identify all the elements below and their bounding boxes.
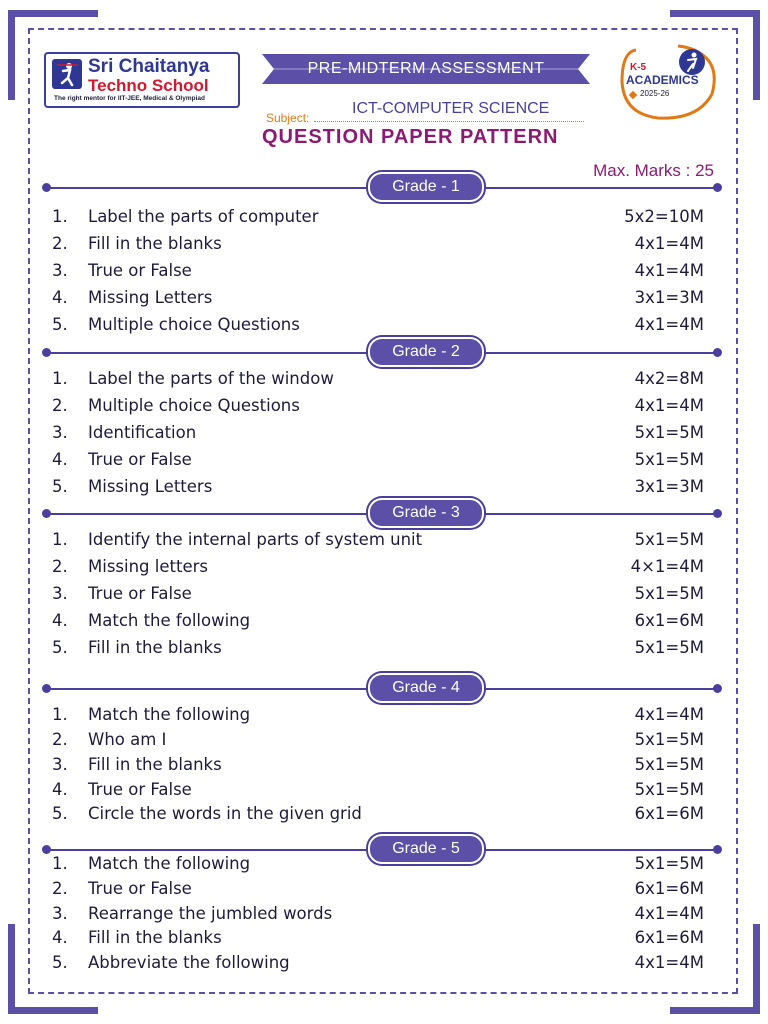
question-type: Fill in the blanks <box>88 638 222 657</box>
assessment-banner <box>262 54 590 84</box>
question-marks: 4x1=4M <box>634 234 704 253</box>
question-marks: 4x1=4M <box>634 904 704 923</box>
divider-dot-icon <box>42 684 51 693</box>
question-row <box>0 705 768 727</box>
question-marks: 6x1=6M <box>634 879 704 898</box>
question-row <box>0 854 768 876</box>
divider-dot-icon <box>42 348 51 357</box>
question-marks: 4x1=4M <box>634 953 704 972</box>
question-row <box>0 755 768 777</box>
question-marks: 5x1=5M <box>634 638 704 657</box>
question-number: 2. <box>52 396 68 415</box>
question-marks: 4x1=4M <box>634 705 704 724</box>
question-row <box>0 557 768 579</box>
question-marks: 3x1=3M <box>634 288 704 307</box>
grade-heading: Grade - 1 <box>368 172 484 202</box>
question-number: 1. <box>52 705 68 724</box>
question-row <box>0 730 768 752</box>
grade-heading: Grade - 2 <box>368 337 484 367</box>
question-row <box>0 928 768 950</box>
question-number: 3. <box>52 755 68 774</box>
question-number: 5. <box>52 477 68 496</box>
question-marks: 4×1=4M <box>630 557 704 576</box>
question-type: Missing Letters <box>88 477 213 496</box>
question-row <box>0 879 768 901</box>
question-row <box>0 953 768 975</box>
question-number: 3. <box>52 423 68 442</box>
grade-divider <box>46 178 718 195</box>
question-marks: 5x1=5M <box>634 854 704 873</box>
question-type: Abbreviate the following <box>88 953 290 972</box>
corner-accent-top-left <box>8 10 15 100</box>
grade-divider <box>46 840 718 857</box>
question-number: 2. <box>52 234 68 253</box>
divider-dot-icon <box>713 684 722 693</box>
grade-divider <box>46 504 718 521</box>
question-type: Multiple choice Questions <box>88 396 300 415</box>
grade-heading: Grade - 5 <box>368 834 484 864</box>
question-number: 5. <box>52 315 68 334</box>
question-marks: 5x1=5M <box>634 450 704 469</box>
divider-dot-icon <box>713 509 722 518</box>
divider-dot-icon <box>42 183 51 192</box>
question-marks: 5x1=5M <box>634 584 704 603</box>
grade-divider <box>46 679 718 696</box>
question-number: 4. <box>52 611 68 630</box>
question-number: 4. <box>52 928 68 947</box>
question-marks: 6x1=6M <box>634 611 704 630</box>
question-type: Missing Letters <box>88 288 213 307</box>
question-number: 5. <box>52 804 68 823</box>
question-row <box>0 638 768 660</box>
question-type: Fill in the blanks <box>88 755 222 774</box>
question-row <box>0 423 768 445</box>
question-type: Missing letters <box>88 557 208 576</box>
question-type: Circle the words in the given grid <box>88 804 362 823</box>
question-marks: 4x1=4M <box>634 315 704 334</box>
question-marks: 5x1=5M <box>634 730 704 749</box>
question-number: 1. <box>52 854 68 873</box>
question-type: Label the parts of computer <box>88 207 319 226</box>
question-number: 2. <box>52 557 68 576</box>
question-type: Rearrange the jumbled words <box>88 904 333 923</box>
question-marks: 5x1=5M <box>634 423 704 442</box>
question-marks: 5x1=5M <box>634 755 704 774</box>
question-number: 2. <box>52 879 68 898</box>
question-type: Match the following <box>88 854 251 873</box>
question-row <box>0 207 768 229</box>
badge-grade-range: K-5 <box>630 62 647 73</box>
question-type: Fill in the blanks <box>88 928 222 947</box>
divider-dot-icon <box>713 183 722 192</box>
question-row <box>0 234 768 256</box>
question-marks: 6x1=6M <box>634 928 704 947</box>
question-number: 2. <box>52 730 68 749</box>
question-row <box>0 780 768 802</box>
max-marks: Max. Marks : 25 <box>593 161 714 180</box>
question-row <box>0 315 768 337</box>
question-type: Multiple choice Questions <box>88 315 300 334</box>
question-type: True or False <box>88 584 192 603</box>
subject-label: Subject: <box>266 111 310 125</box>
question-number: 1. <box>52 207 68 226</box>
question-type: Identify the internal parts of system unit <box>88 530 423 549</box>
question-row <box>0 804 768 826</box>
question-type: Fill in the blanks <box>88 234 222 253</box>
question-type: Identification <box>88 423 197 442</box>
school-logo <box>44 52 240 108</box>
question-number: 1. <box>52 369 68 388</box>
question-marks: 3x1=3M <box>634 477 704 496</box>
logo-school-name: Sri Chaitanya <box>88 56 210 77</box>
question-type: True or False <box>88 780 192 799</box>
question-type: True or False <box>88 261 192 280</box>
logo-school-type: Techno School <box>88 76 209 95</box>
badge-year: 2025-26 <box>640 89 670 98</box>
question-type: Label the parts of the window <box>88 369 334 388</box>
question-type: Who am I <box>88 730 167 749</box>
corner-accent-bottom-right-h <box>670 1007 760 1014</box>
question-number: 3. <box>52 904 68 923</box>
paper-title: QUESTION PAPER PATTERN <box>262 126 559 148</box>
question-number: 3. <box>52 584 68 603</box>
question-marks: 4x2=8M <box>634 369 704 388</box>
question-marks: 5x1=5M <box>634 780 704 799</box>
question-row <box>0 530 768 552</box>
subject-value: ICT-COMPUTER SCIENCE <box>352 100 550 117</box>
question-type: True or False <box>88 879 192 898</box>
badge-name: ACADEMICS <box>626 73 699 87</box>
question-row <box>0 477 768 499</box>
question-number: 4. <box>52 288 68 307</box>
grade-divider <box>46 343 718 360</box>
question-number: 1. <box>52 530 68 549</box>
grade-heading: Grade - 3 <box>368 498 484 528</box>
assessment-title: PRE-MIDTERM ASSESSMENT <box>307 60 545 77</box>
question-marks: 6x1=6M <box>634 804 704 823</box>
question-type: Match the following <box>88 611 251 630</box>
question-type: Match the following <box>88 705 251 724</box>
question-number: 4. <box>52 450 68 469</box>
divider-dot-icon <box>42 509 51 518</box>
question-number: 5. <box>52 638 68 657</box>
question-marks: 5x1=5M <box>634 530 704 549</box>
question-row <box>0 396 768 418</box>
question-row <box>0 369 768 391</box>
question-number: 3. <box>52 261 68 280</box>
question-number: 4. <box>52 780 68 799</box>
question-row <box>0 904 768 926</box>
corner-accent-bottom-left-h <box>8 1007 98 1014</box>
question-row <box>0 288 768 310</box>
runner-emblem-icon <box>52 59 82 89</box>
corner-accent-top-right-h <box>670 10 760 17</box>
k5-academics-badge <box>618 42 718 122</box>
question-row <box>0 261 768 283</box>
divider-dot-icon <box>713 348 722 357</box>
question-row <box>0 450 768 472</box>
subject-underline <box>314 121 584 122</box>
question-row <box>0 611 768 633</box>
logo-tagline: The right mentor for IIT-JEE, Medical & Olympiad <box>54 95 205 102</box>
question-number: 5. <box>52 953 68 972</box>
question-marks: 4x1=4M <box>634 261 704 280</box>
divider-dot-icon <box>713 845 722 854</box>
question-row <box>0 584 768 606</box>
question-marks: 4x1=4M <box>634 396 704 415</box>
grade-heading: Grade - 4 <box>368 673 484 703</box>
corner-accent-top-right <box>753 10 760 100</box>
corner-accent-top-left-h <box>8 10 98 17</box>
question-type: True or False <box>88 450 192 469</box>
divider-dot-icon <box>42 845 51 854</box>
question-marks: 5x2=10M <box>624 207 704 226</box>
